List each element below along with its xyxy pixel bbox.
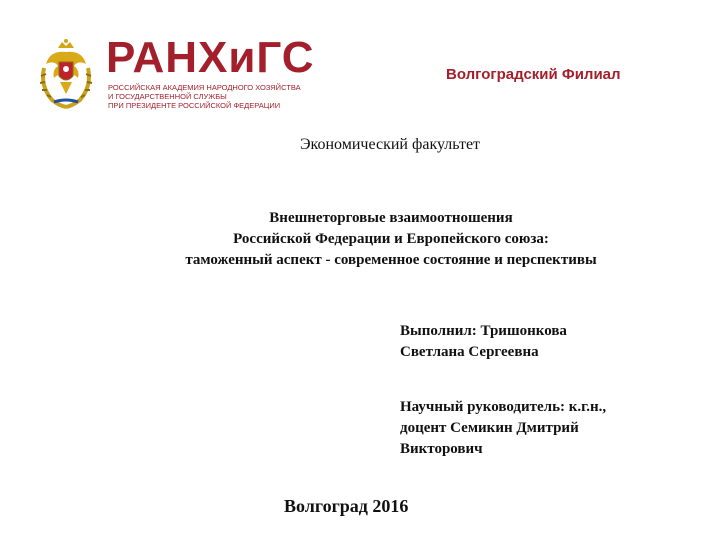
faculty-name: Экономический факультет <box>299 136 481 153</box>
supervisor-block <box>400 397 606 460</box>
ranepa-emblem-icon <box>36 38 96 110</box>
branch-name: Волгоградский Филиал <box>446 66 621 83</box>
logo-subtitle <box>108 83 301 110</box>
thesis-title <box>0 208 720 271</box>
supervisor-line: Научный руководитель: к.г.н., <box>400 399 607 415</box>
author-block <box>400 321 567 363</box>
city-year: Волгоград 2016 <box>284 496 409 516</box>
author-line: Выполнил: Тришонкова <box>400 323 567 339</box>
title-line: Внешнеторговые взаимоотношения <box>269 210 513 226</box>
logo-subtitle-line: И ГОСУДАРСТВЕННОЙ СЛУЖБЫ <box>108 92 227 101</box>
author-line: Светлана Сергеевна <box>400 344 539 360</box>
logo-wordmark: РАНХиГС <box>106 33 315 82</box>
supervisor-line: доцент Семикин Дмитрий <box>400 420 579 436</box>
title-line: Российской Федерации и Европейского союза: <box>233 231 549 247</box>
logo-subtitle-line: РОССИЙСКАЯ АКАДЕМИЯ НАРОДНОГО ХОЗЯЙСТВА <box>108 83 301 92</box>
title-line: таможенный аспект - современное состояние и перспективы <box>185 252 597 268</box>
supervisor-line: Викторович <box>400 441 483 457</box>
logo-subtitle-line: ПРИ ПРЕЗИДЕНТЕ РОССИЙСКОЙ ФЕДЕРАЦИИ <box>108 101 281 110</box>
